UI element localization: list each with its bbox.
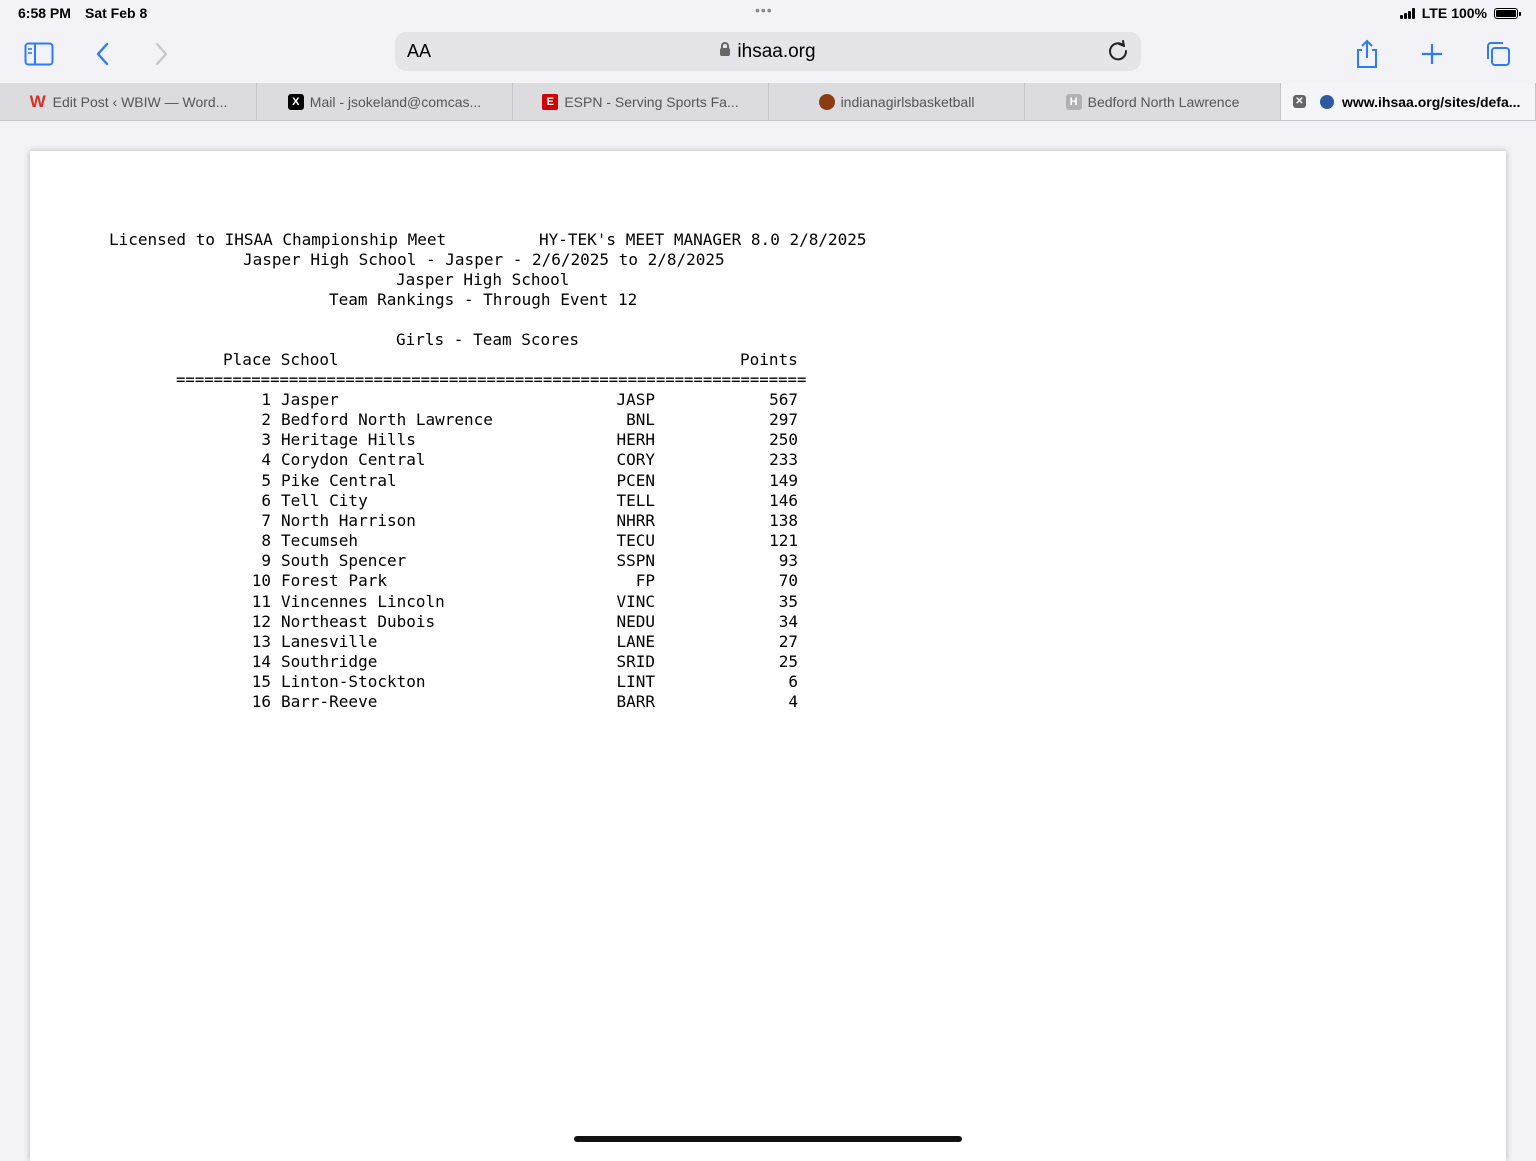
row-place: 13 [251, 632, 271, 651]
row-abbreviation: JASP [616, 390, 655, 409]
row-place: 10 [251, 571, 271, 590]
row-school: Forest Park [281, 571, 387, 590]
row-points: 567 [769, 390, 798, 409]
text-size-button[interactable]: AA [407, 41, 432, 61]
new-tab-button[interactable] [1416, 38, 1448, 70]
forward-button[interactable] [145, 38, 177, 70]
address-bar[interactable] [395, 32, 1141, 71]
plus-icon [1420, 42, 1444, 66]
chevron-left-icon [95, 42, 111, 66]
row-abbreviation: PCEN [616, 471, 655, 490]
wordpress-w-icon: W [29, 91, 46, 111]
back-button[interactable] [87, 38, 119, 70]
row-place: 11 [251, 592, 271, 611]
column-header-place-school: Place School [223, 350, 339, 369]
row-school: Corydon Central [281, 450, 426, 469]
status-bar [0, 0, 1536, 26]
row-place: 5 [261, 471, 271, 490]
tab-bedford[interactable] [1025, 83, 1281, 120]
row-school: Heritage Hills [281, 430, 416, 449]
row-abbreviation: CORY [616, 450, 655, 469]
row-school: Jasper [281, 390, 339, 409]
row-abbreviation: TECU [616, 531, 655, 550]
chevron-right-icon [153, 42, 169, 66]
row-points: 27 [778, 632, 798, 651]
row-points: 297 [769, 410, 798, 429]
header-right: HY-TEK's MEET MANAGER 8.0 2/8/2025 [539, 230, 867, 249]
venue-line: Jasper High School [396, 270, 570, 289]
tab-mail[interactable] [257, 83, 513, 120]
letter-h-icon: H [1066, 94, 1082, 110]
row-place: 9 [261, 551, 271, 570]
header-left: Licensed to IHSAA Championship Meet [109, 230, 447, 249]
row-place: 2 [261, 410, 271, 429]
basketball-icon [819, 94, 835, 110]
home-indicator [574, 1136, 962, 1142]
row-points: 121 [769, 531, 798, 550]
row-abbreviation: BNL [626, 410, 655, 429]
row-school: Bedford North Lawrence [281, 410, 493, 429]
tabs-icon [1484, 40, 1512, 68]
status-date: Sat Feb 8 [85, 5, 148, 21]
row-abbreviation: LINT [616, 672, 655, 691]
row-abbreviation: SSPN [616, 551, 655, 570]
share-icon [1354, 39, 1380, 69]
tab-label: Edit Post ‹ WBIW — Word... [52, 93, 228, 110]
row-school: Tell City [281, 491, 368, 510]
row-place: 1 [261, 390, 271, 409]
row-place: 16 [251, 692, 271, 711]
row-points: 93 [778, 551, 798, 570]
tab-overview-button[interactable] [1482, 38, 1514, 70]
row-school: Southridge [281, 652, 378, 671]
tab-label: www.ihsaa.org/sites/defa... [1342, 93, 1521, 110]
row-abbreviation: HERH [616, 430, 655, 449]
cellular-signal-icon [1400, 8, 1415, 19]
sidebar-toggle-icon[interactable] [23, 38, 55, 70]
row-abbreviation: FP [635, 571, 655, 590]
tab-label: indianagirlsbasketball [840, 93, 975, 110]
row-school: South Spencer [281, 551, 407, 570]
row-school: Lanesville [281, 632, 378, 651]
browser-toolbar [0, 26, 1536, 82]
row-place: 7 [261, 511, 271, 530]
status-indicators [1400, 5, 1518, 21]
row-place: 12 [251, 612, 271, 631]
row-points: 149 [769, 471, 798, 490]
battery-percent: 100% [1451, 5, 1487, 21]
row-abbreviation: TELL [616, 491, 655, 510]
row-place: 6 [261, 491, 271, 510]
row-place: 15 [251, 672, 271, 691]
row-school: Vincennes Lincoln [281, 592, 445, 611]
row-abbreviation: BARR [616, 692, 655, 711]
status-time: 6:58 PM [18, 5, 71, 21]
rankings-title: Team Rankings - Through Event 12 [329, 290, 638, 309]
row-points: 25 [778, 652, 798, 671]
multitasking-dots-icon[interactable]: ••• [755, 2, 773, 18]
row-place: 8 [261, 531, 271, 550]
espn-icon: E [542, 94, 558, 110]
x-icon: X [288, 94, 304, 110]
row-school: Northeast Dubois [281, 612, 436, 631]
row-points: 138 [769, 511, 798, 530]
row-points: 34 [778, 612, 798, 631]
meet-line: Jasper High School - Jasper - 2/6/2025 to 2/8/2025 [243, 250, 725, 269]
row-points: 233 [769, 450, 798, 469]
row-abbreviation: NEDU [616, 612, 655, 631]
row-place: 4 [261, 450, 271, 469]
domain-text: ihsaa.org [737, 41, 816, 62]
url-display[interactable] [395, 41, 1141, 63]
tab-label: Bedford North Lawrence [1087, 93, 1240, 110]
network-label: LTE [1421, 5, 1448, 21]
tab-label: ESPN - Serving Sports Fa... [564, 93, 739, 110]
share-button[interactable] [1351, 38, 1383, 70]
row-points: 70 [778, 571, 798, 590]
tab-label: Mail - jsokeland@comcas... [309, 93, 482, 110]
row-abbreviation: VINC [616, 592, 655, 611]
row-place: 3 [261, 430, 271, 449]
ihsaa-icon [1320, 95, 1334, 109]
separator-line: =================================================================== [176, 371, 807, 389]
tab-wbiw[interactable] [0, 83, 257, 120]
document-page [30, 151, 1506, 1161]
row-school: North Harrison [281, 511, 416, 530]
row-points: 35 [778, 592, 798, 611]
row-points: 250 [769, 430, 798, 449]
lock-icon [720, 48, 730, 56]
row-school: Tecumseh [281, 531, 359, 550]
row-points: 6 [788, 672, 798, 691]
close-tab-icon[interactable]: ✕ [1293, 95, 1306, 108]
reload-icon[interactable] [1107, 40, 1129, 62]
tab-espn[interactable] [513, 83, 769, 120]
row-school: Linton-Stockton [281, 672, 426, 691]
battery-icon [1494, 8, 1518, 19]
tab-bar [0, 83, 1536, 121]
row-school: Barr-Reeve [281, 692, 378, 711]
row-place: 14 [251, 652, 271, 671]
row-school: Pike Central [281, 471, 397, 490]
row-points: 4 [788, 692, 798, 711]
tab-indianagirlsbasketball[interactable] [769, 83, 1025, 120]
row-abbreviation: LANE [616, 632, 655, 651]
row-abbreviation: NHRR [616, 511, 655, 530]
row-abbreviation: SRID [616, 652, 655, 671]
row-points: 146 [769, 491, 798, 510]
tab-ihsaa[interactable] [1281, 83, 1536, 120]
column-header-points: Points [740, 350, 798, 369]
section-title: Girls - Team Scores [396, 330, 580, 349]
